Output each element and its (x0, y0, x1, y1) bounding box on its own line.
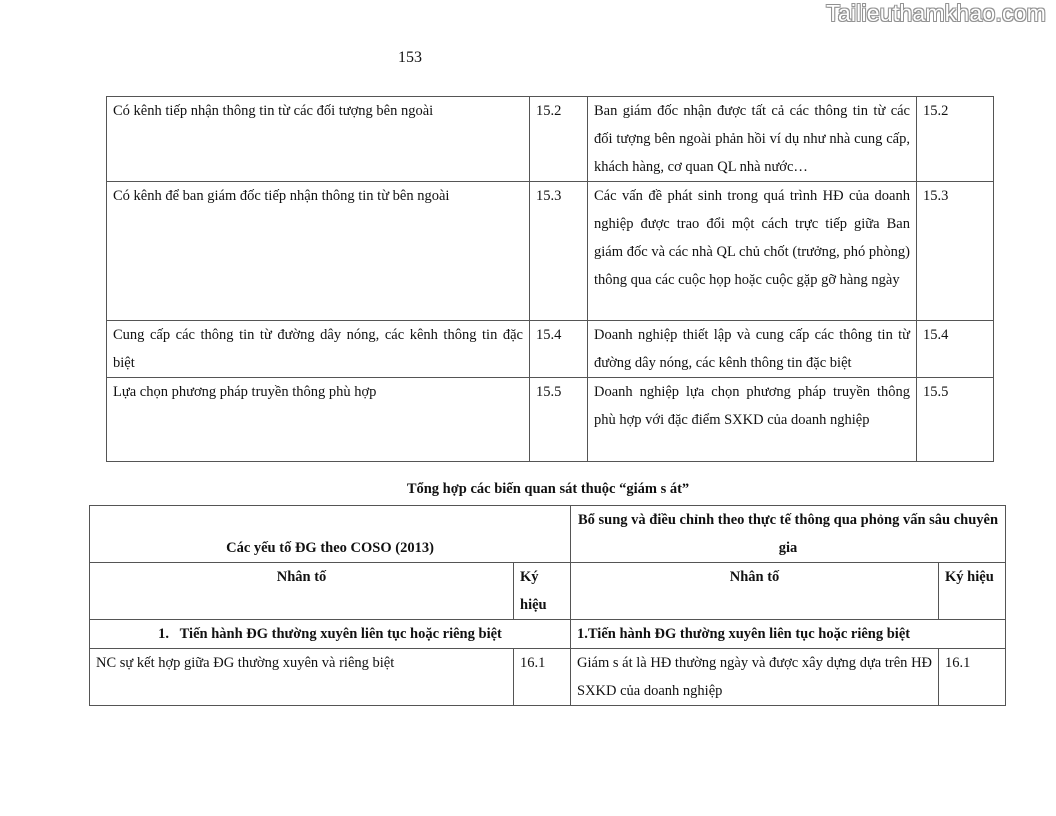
code-cell: 15.4 (530, 321, 588, 378)
adjusted-header: Bổ sung và điều chỉnh theo thực tế thông qua phỏng vấn sâu chuyên gia (571, 506, 1006, 563)
watermark: Tailieuthamkhao.com (826, 0, 1046, 26)
page-number: 153 (398, 49, 422, 66)
table-subheader-row (90, 563, 1006, 620)
adjusted-factor-column-header: Nhân tố (571, 563, 939, 620)
section-heading-left: 1. Tiến hành ĐG thường xuyên liên tục hoặc riêng biệt (90, 620, 571, 649)
adjusted-factor-cell: Các vấn đề phát sinh trong quá trình HĐ của doanh nghiệp được trao đổi một cách trực tiếp giữa Ban giám đốc và các nhà QL chủ chốt (trưởng, phó phòng) thông qua các cuộc họp hoặc cuộc gặp gỡ hàng ngày (588, 182, 917, 321)
monitoring-variables-table (89, 505, 1006, 706)
code-cell: 15.2 (530, 97, 588, 182)
adjusted-factor-cell: Doanh nghiệp lựa chọn phương pháp truyền thông phù hợp với đặc điểm SXKD của doanh nghiệp (588, 378, 917, 462)
factor-cell: Cung cấp các thông tin từ đường dây nóng, các kênh thông tin đặc biệt (107, 321, 530, 378)
adjusted-factor-cell: Doanh nghiệp thiết lập và cung cấp các thông tin từ đường dây nóng, các kênh thông tin đặc biệt (588, 321, 917, 378)
section-row (90, 620, 1006, 649)
table-header-row (90, 506, 1006, 563)
adjusted-code-cell: 15.5 (917, 378, 994, 462)
adjusted-code-cell: 15.4 (917, 321, 994, 378)
continuation-table (106, 96, 994, 462)
factor-cell: Lựa chọn phương pháp truyền thông phù hợp (107, 378, 530, 462)
section-heading-right: 1.Tiến hành ĐG thường xuyên liên tục hoặc riêng biệt (571, 620, 1006, 649)
coso-header: Các yếu tố ĐG theo COSO (2013) (90, 506, 571, 563)
code-cell: 15.5 (530, 378, 588, 462)
adjusted-code-cell: 15.3 (917, 182, 994, 321)
adjusted-code-cell: 16.1 (939, 649, 1006, 706)
factor-cell: NC sự kết hợp giữa ĐG thường xuyên và riêng biệt (90, 649, 514, 706)
factor-column-header: Nhân tố (90, 563, 514, 620)
table-row (107, 378, 994, 462)
code-cell: 16.1 (514, 649, 571, 706)
table-row (107, 182, 994, 321)
table-row (107, 97, 994, 182)
adjusted-factor-cell: Ban giám đốc nhận được tất cả các thông tin từ các đối tượng bên ngoài phản hồi ví dụ như nhà cung cấp, khách hàng, cơ quan QL nhà nước… (588, 97, 917, 182)
table-row (107, 321, 994, 378)
table-title: Tổng hợp các biến quan sát thuộc “giám s át” (406, 481, 690, 497)
code-cell: 15.3 (530, 182, 588, 321)
adjusted-code-cell: 15.2 (917, 97, 994, 182)
table-row (90, 649, 1006, 706)
code-column-header: Ký hiệu (514, 563, 571, 620)
factor-cell: Có kênh để ban giám đốc tiếp nhận thông tin từ bên ngoài (107, 182, 530, 321)
adjusted-factor-cell: Giám s át là HĐ thường ngày và được xây dựng dựa trên HĐ SXKD của doanh nghiệp (571, 649, 939, 706)
factor-cell: Có kênh tiếp nhận thông tin từ các đối tượng bên ngoài (107, 97, 530, 182)
adjusted-code-column-header: Ký hiệu (939, 563, 1006, 620)
